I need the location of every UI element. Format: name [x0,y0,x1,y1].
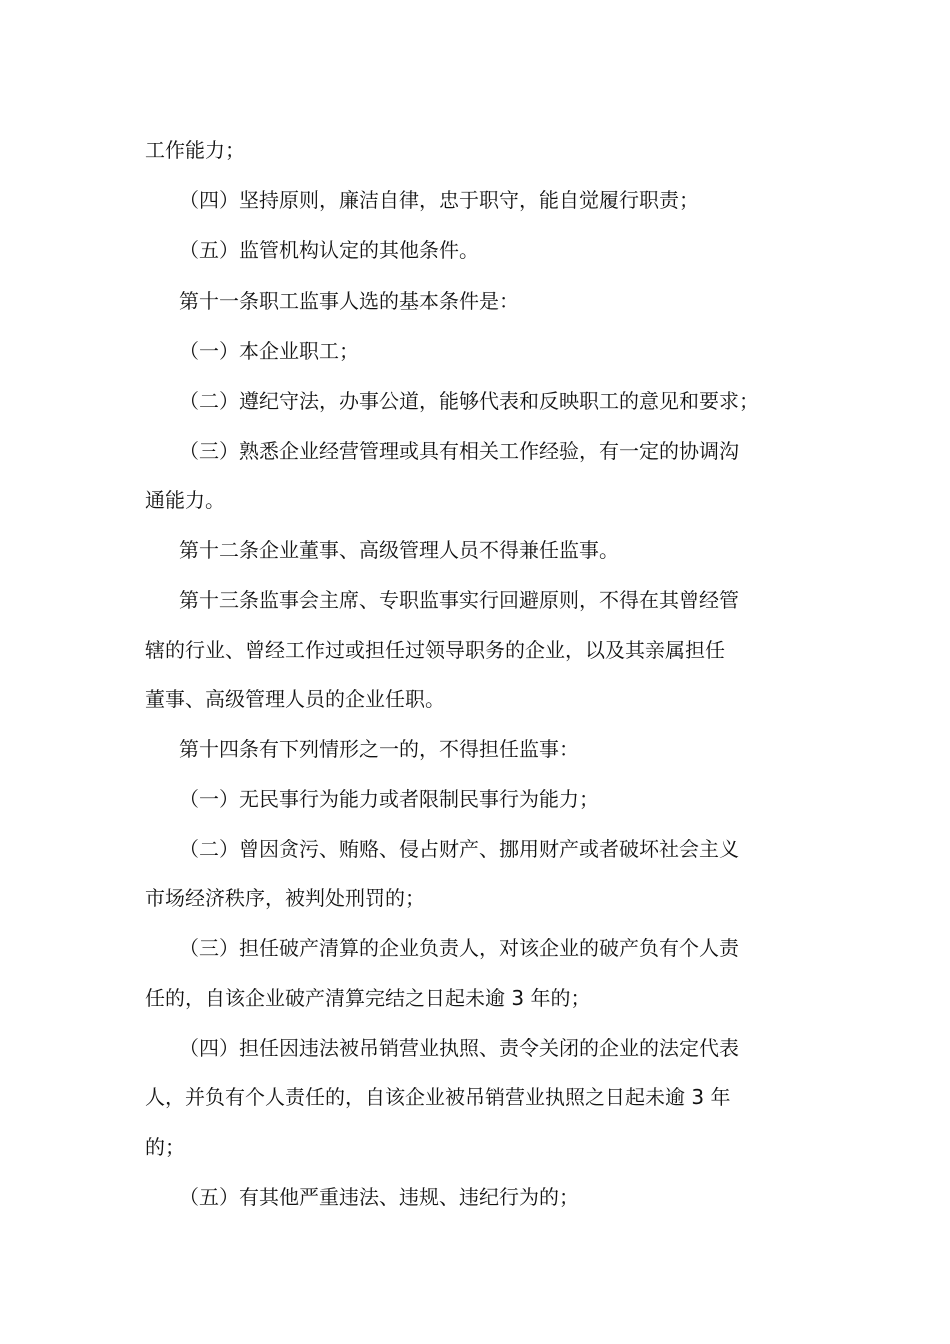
text-line: 通能力。 [145,488,225,512]
text-line: 第十三条监事会主席、专职监事实行回避原则，不得在其曾经管 [179,588,739,612]
text-line: 第十一条职工监事人选的基本条件是： [179,289,519,313]
text-line: （四）担任因违法被吊销营业执照、责令关闭的企业的法定代表 [179,1036,739,1060]
text-line: 第十二条企业董事、高级管理人员不得兼任监事。 [179,538,619,562]
text-line: 董事、高级管理人员的企业任职。 [145,687,445,711]
text-line: （二）曾因贪污、贿赂、侵占财产、挪用财产或者破坏社会主义 [179,837,739,861]
text-line: 辖的行业、曾经工作过或担任过领导职务的企业，以及其亲属担任 [145,638,725,662]
text-line: 任的，自该企业破产清算完结之日起未逾 3 年的； [145,986,591,1010]
text-line: （一）无民事行为能力或者限制民事行为能力； [179,787,599,811]
text-line: 工作能力； [145,138,245,162]
text-line: （三）担任破产清算的企业负责人，对该企业的破产负有个人责 [179,936,739,960]
text-line: （一）本企业职工； [179,339,359,363]
text-line: 的； [145,1135,185,1159]
text-line: （五）监管机构认定的其他条件。 [179,238,479,262]
text-line: 第十四条有下列情形之一的，不得担任监事： [179,737,579,761]
text-line: 市场经济秩序，被判处刑罚的； [145,886,425,910]
text-line: （二）遵纪守法，办事公道，能够代表和反映职工的意见和要求； [179,389,759,413]
text-line: 人，并负有个人责任的，自该企业被吊销营业执照之日起未逾 3 年 [145,1085,731,1109]
text-line: （五）有其他严重违法、违规、违纪行为的； [179,1185,579,1209]
text-line: （三）熟悉企业经营管理或具有相关工作经验，有一定的协调沟 [179,439,739,463]
text-line: （四）坚持原则，廉洁自律，忠于职守，能自觉履行职责； [179,188,699,212]
